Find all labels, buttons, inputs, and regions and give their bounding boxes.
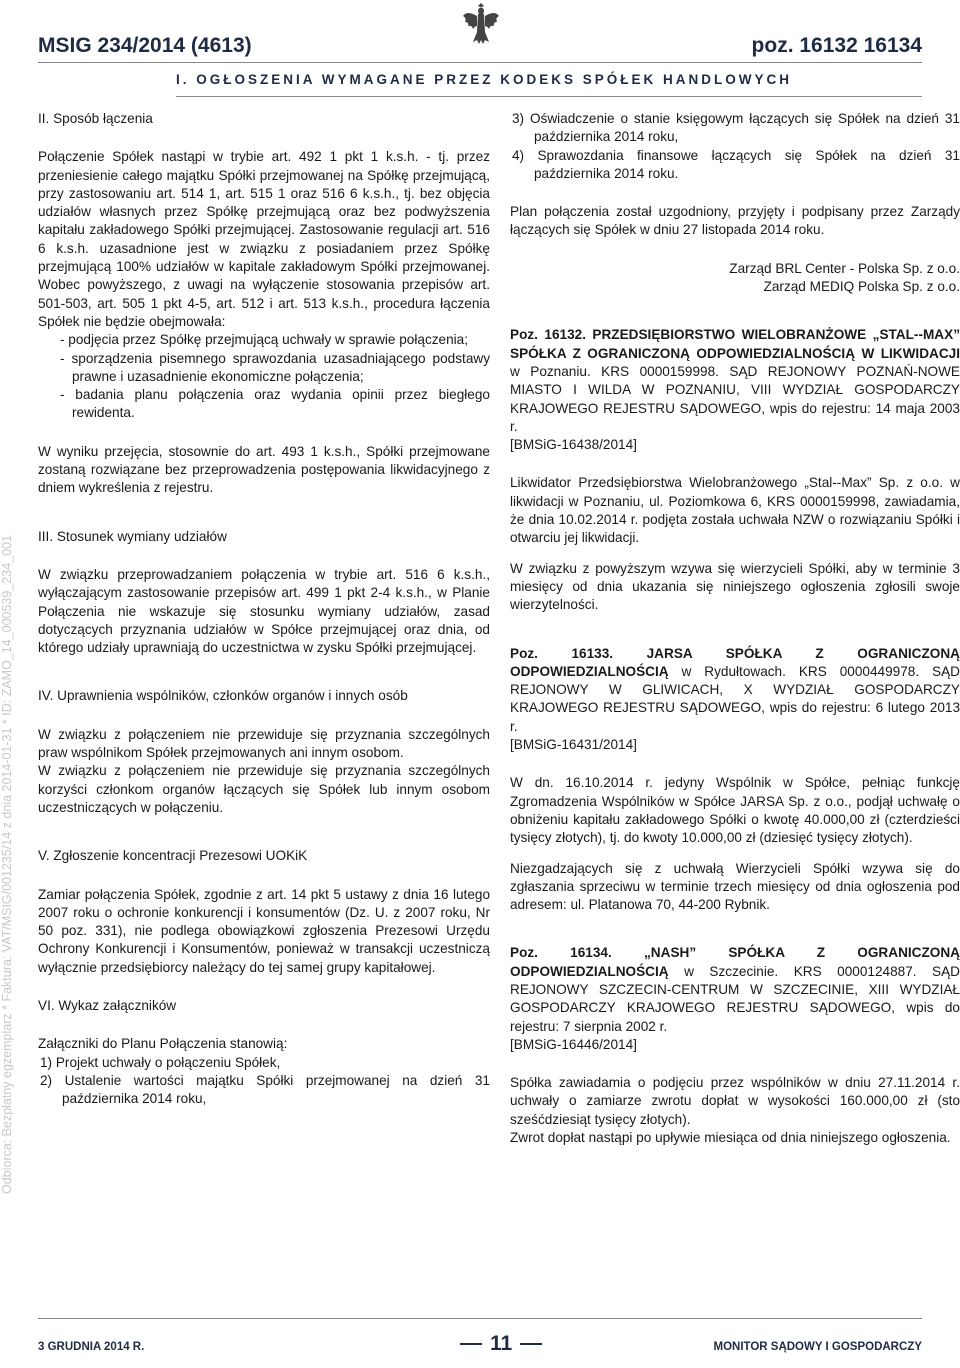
- paragraph: W związku z połączeniem nie przewiduje się przyznania szczególnych korzyści członkom organów łączących się Spółek lub innym osobom uczestniczących w połączeniu.: [38, 763, 490, 815]
- heading-share-exchange: III. Stosunek wymiany udziałów: [38, 528, 227, 544]
- list-item: - badania planu połączenia oraz wydania opinii przez biegłego rewidenta.: [60, 387, 490, 421]
- paragraph: W związku z powyższym wzywa się wierzycieli Spółki, aby w terminie 3 miesięcy od dnia ukazania się niniejszego ogłoszenia zgłosili swoje wierzytelności.: [510, 560, 960, 613]
- list-item: 3) Oświadczenie o stanie księgowym łączących się Spółek na dzień 31 października 2014 roku,: [512, 111, 960, 145]
- notice-16132-header: [510, 326, 960, 436]
- paragraph: Załączniki do Planu Połączenia stanowią:: [38, 1036, 288, 1052]
- page-number-value: 11: [490, 1332, 513, 1355]
- heading-attachments: VI. Wykaz załączników: [38, 997, 177, 1013]
- section-title: I. OGŁOSZENIA WYMAGANE PRZEZ KODEKS SPÓŁEK HANDLOWYCH: [176, 72, 793, 87]
- notice-reference: [BMSiG-16446/2014]: [510, 1036, 637, 1052]
- paragraph: W związku z połączeniem nie przewiduje się przyznania szczególnych praw wspólnikom Spółek przejmowanych ani innym osobom.: [38, 726, 490, 761]
- paragraph: Połączenie Spółek nastąpi w trybie art. 492 1 pkt 1 k.s.h. - tj. przez przeniesienie całego majątku Spółki przejmowanej na Spółkę przejmującą, przy zastosowaniu art. 514 1, art. 515 1 oraz 516 6 k.s.h., tj. bez objęcia udziałów własnych przez Spółkę przejmującą oraz bez podwyższenia kapitału zakładowego Spółki przejmującej. Zastosowanie regulacji art. 516 6 k.s.h. uzasadnione jest w związku z posiadaniem przez Spółkę przejmującą 100% udziałów w kapitale zakładowym Spółki przejmowanej. Wobec powyższego, z uwagi na wyłączenie stosowania przepisów art. 501-503, art. 505 1 pkt 4-5, art. 512 i art. 513 k.s.h., procedura łączenia Spółek nie będzie obejmowała:: [38, 149, 490, 329]
- left-column: [38, 110, 490, 1108]
- heading-rights: IV. Uprawnienia wspólników, członków organów i innych osób: [38, 688, 408, 704]
- paragraph: Spółka zawiadamia o podjęciu przez wspólników w dniu 27.11.2014 r. uchwały o zamiarze zwrotu dopłat w wysokości 160.000,00 zł (sto sześćdziesiąt tysięcy złotych).: [510, 1075, 960, 1127]
- header-issue: MSIG 234/2014 (4613): [38, 34, 252, 57]
- footer-publisher: MONITOR SĄDOWY I GOSPODARCZY: [713, 1341, 922, 1353]
- paragraph: W dn. 16.10.2014 r. jedyny Wspólnik w Spółce, pełniąc funkcję Zgromadzenia Wspólników w Spółce JARSA Sp. z o.o., podjął uchwałę o obniżeniu kapitału zakładowego Spółki o kwotę 40.000,00 zł (czterdzieści tysięcy złotych), tj. do kwoty 10.000,00 zł (dziesięć tysięcy złotych).: [510, 775, 960, 846]
- notice-reference: [BMSiG-16438/2014]: [510, 437, 637, 453]
- paragraph: Niezgadzających się z uchwałą Wierzycieli Spółki wzywa się do zgłaszania sprzeciwu w terminie trzech miesięcy od dnia ogłoszenia pod adresem: ul. Platanowa 70, 44-200 Rybnik.: [510, 860, 960, 913]
- notice-details: w Szczecinie. KRS 0000124887. SĄD REJONOWY SZCZECIN-CENTRUM W SZCZECINIE, XIII WYDZIAŁ GOSPODARCZY KRAJOWEGO REJESTRU SĄDOWEGO, wpis do rejestru: 7 sierpnia 2002 r.: [510, 963, 960, 1034]
- right-column: [510, 110, 960, 1147]
- heading-joining-method: II. Sposób łączenia: [38, 111, 153, 126]
- list-item: - sporządzenia pisemnego sprawozdania uzasadniającego podstawy prawne i uzasadnienie ekonomiczne połączenia;: [60, 350, 490, 384]
- heading-uokik: V. Zgłoszenie koncentracji Prezesowi UOKiK: [38, 848, 308, 864]
- paragraph: Likwidator Przedsiębiorstwa Wielobranżowego „Stal--Max” Sp. z o.o. w likwidacji w Poznaniu, ul. Poziomkowa 6, KRS 0000159998, zawiadamia, że dnia 10.02.2014 r. podjęta została uchwała NZW o rozwiązaniu Spółki i otwarciu jej likwidacji.: [510, 475, 960, 546]
- recipient-watermark: Odbiorca: Bezpłatny egzemplarz * Faktura: VAT/MSIG/001235/14 z dnia 2014-01-31 * ID: ZAMO_14_000539_234_001: [0, 535, 14, 1194]
- list-item: - podjęcia przez Spółkę przejmującą uchwały w sprawie połączenia;: [60, 332, 469, 348]
- page-number: [452, 1332, 550, 1356]
- signature: Zarząd MEDIQ Polska Sp. z o.o.: [763, 279, 960, 295]
- paragraph: Plan połączenia został uzgodniony, przyjęty i podpisany przez Zarządy łączących się Spółek w dniu 27 listopada 2014 roku.: [510, 204, 960, 238]
- eagle-emblem-icon: [461, 2, 501, 46]
- footer-divider: [38, 1318, 922, 1319]
- notice-16133-header: [510, 645, 960, 736]
- paragraph: Zwrot dopłat nastąpi po upływie miesiąca od dnia niniejszego ogłoszenia.: [510, 1130, 951, 1146]
- header-divider: [38, 62, 922, 63]
- notice-details: w Rydułtowach. KRS 0000449978. SĄD REJONOWY W GLIWICACH, X WYDZIAŁ GOSPODARCZY KRAJOWEGO REJESTRU SĄDOWEGO, wpis do rejestru: 6 lutego 2013 r.: [510, 663, 960, 734]
- notice-title: Poz. 16132. PRZEDSIĘBIORSTWO WIELOBRANŻOWE „STAL--MAX” SPÓŁKA Z OGRANICZONĄ ODPOWIEDZIALNOŚCIĄ W LIKWIDACJI: [510, 327, 960, 361]
- list-item: 1) Projekt uchwały o połączeniu Spółek,: [40, 1054, 281, 1070]
- signature: Zarząd BRL Center - Polska Sp. z o.o.: [729, 260, 960, 276]
- notice-title: Poz. 16134. „NASH” SPÓŁKA Z OGRANICZONĄ ODPOWIEDZIALNOŚCIĄ: [510, 945, 960, 979]
- paragraph: Zamiar połączenia Spółek, zgodnie z art. 14 pkt 5 ustawy z dnia 16 lutego 2007 roku o ochronie konkurencji i konsumentów (Dz. U. z 2007 roku, Nr 50 poz. 331), nie podlega obowiązkowi zgłoszenia Prezesowi Urzędu Ochrony Konkurencji i Konsumentów, ponieważ w transakcji uczestniczą wyłącznie przedsiębiorcy należący do tej samej grupy kapitałowej.: [38, 886, 490, 975]
- notice-16134-header: [510, 944, 960, 1035]
- section-divider: [176, 96, 922, 97]
- list-item: 4) Sprawozdania finansowe łączących się Spółek na dzień 31 października 2014 roku.: [512, 147, 960, 181]
- list-item: 2) Ustalenie wartości majątku Spółki przejmowanej na dzień 31 października 2014 roku,: [40, 1072, 490, 1107]
- notice-details: w Poznaniu. KRS 0000159998. SĄD REJONOWY POZNAŃ-NOWE MIASTO I WILDA W POZNANIU, VIII WYDZIAŁ GOSPODARCZY KRAJOWEGO REJESTRU SĄDOWEGO, wpis do rejestru: 14 maja 2003 r.: [510, 363, 960, 434]
- notice-reference: [BMSiG-16431/2014]: [510, 737, 637, 753]
- paragraph: W wyniku przejęcia, stosownie do art. 493 1 k.s.h., Spółki przejmowane zostaną rozwiązane bez przeprowadzenia postępowania likwidacyjnego z dniem wykreślenia z rejestru.: [38, 443, 490, 496]
- paragraph: W związku przeprowadzaniem połączenia w trybie art. 516 6 k.s.h., wyłączającym zastosowanie przepisów art. 499 1 pkt 2-4 k.s.h., w Planie Połączenia nie wskazuje się stosunku wymiany udziałów, zasad dotyczących przyznania udziałów w Spółce przejmującej oraz dnia, od którego udziały uprawniają do uczestnictwa w zysku Spółki przejmującej.: [38, 566, 490, 656]
- notice-title: Poz. 16133. JARSA SPÓŁKA Z OGRANICZONĄ ODPOWIEDZIALNOŚCIĄ: [510, 645, 960, 679]
- footer-date: 3 GRUDNIA 2014 R.: [38, 1341, 145, 1353]
- header-positions: poz. 16132 16134: [751, 34, 922, 57]
